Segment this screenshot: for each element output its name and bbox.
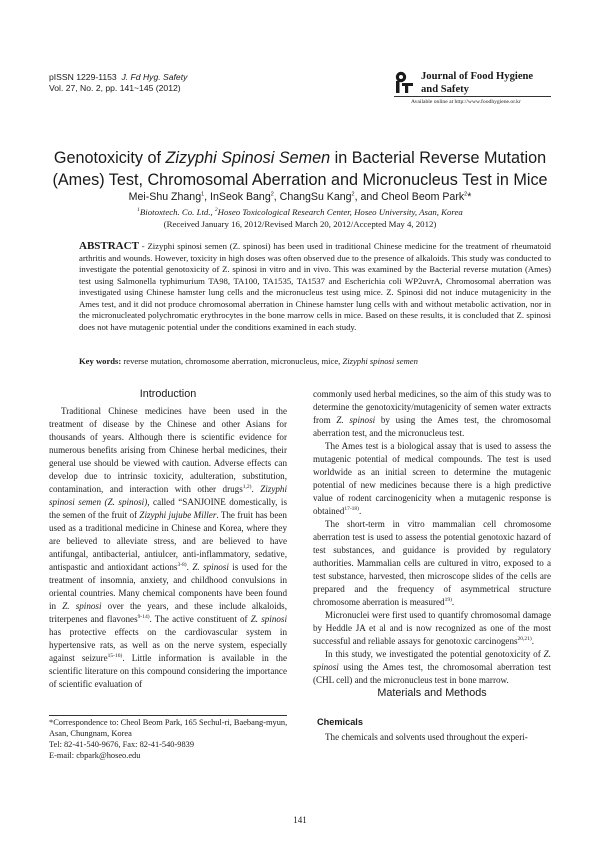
author: Mei-Shu Zhang <box>128 191 202 203</box>
text-run: The Ames test is a biological assay that is used to assess the mutagenic potential of medical compounds. The test is used worldwide as an initial screen to determine the mutagenic potential of new medicines because there is a high predictive value of rodent carcinogenicity when a mutagenic response is obtained <box>313 441 551 516</box>
right-paragraph <box>313 648 551 687</box>
author: Cheol Beom Park <box>381 191 465 203</box>
text-run: commonly used herbal medicines, so the aim of this study was to determine the genotoxicity/mutagenicity of semen water extracts from <box>313 389 551 425</box>
journal-citation <box>49 72 187 94</box>
text-run: In this study, we investigated the potential genotoxicity of <box>325 649 544 659</box>
article-title <box>40 147 560 191</box>
text-run: . Little information is available in the scientific literature on this compound considering the importance of scientific evaluation of <box>49 653 287 689</box>
affil-sup: 1 <box>137 207 140 214</box>
journal-title <box>421 71 533 96</box>
text-run: . The fruit has been used as a traditional medicine in Chinese and Korea, where they are believed to alleviate stress, and are believed to have antifungal, antibacterial, antiulcer, anti-inflammatory, sedative, antispastic and antioxidant actions <box>49 510 287 572</box>
citation: 15-16) <box>107 652 123 659</box>
journal-abbrev: J. Fd Hyg. Safety <box>121 72 188 82</box>
text-run: over the years, and these include alkaloids, triterpenes and flavones <box>49 601 287 624</box>
text-run: . <box>451 597 455 607</box>
title-species: Zizyphi Spinosi Semen <box>165 149 331 167</box>
italic-run: Z. spinosi <box>336 415 376 425</box>
author-sup: 2 <box>464 191 468 198</box>
citation: 1,2) <box>242 483 252 490</box>
author: ChangSu Kang <box>279 191 352 203</box>
right-paragraph <box>313 440 551 518</box>
keywords-label: Key words: <box>79 356 122 366</box>
section-heading-materials-methods: Materials and Methods <box>377 687 487 699</box>
citation: 9-14) <box>137 613 150 620</box>
keywords-text: reverse mutation, chromosome aberration, micronucleus, mice, <box>121 356 343 366</box>
correspondence-footnote <box>49 717 289 761</box>
keywords-italic: Zizyphi spinosi semen <box>342 356 418 366</box>
citation: 20,21) <box>517 635 532 642</box>
citation: 3-8) <box>177 561 187 568</box>
issn: pISSN 1229-1153 <box>49 72 117 82</box>
text-run: . <box>186 562 193 572</box>
author-sep: , <box>273 191 280 203</box>
subheading-chemicals: Chemicals <box>317 717 363 727</box>
abstract-label: ABSTRACT <box>79 240 139 252</box>
italic-run: Zizyphi jujube Miller <box>139 510 217 520</box>
italic-run: Z. spinosi <box>192 562 229 572</box>
author-sup: 2 <box>270 191 274 198</box>
journal-divider <box>394 96 551 97</box>
section-heading-introduction: Introduction <box>139 388 197 400</box>
abstract-text: - Zizyphi spinosi semen (Z. spinosi) has been used in traditional Chinese medicine for the treatment of rheumatoid arthritis and wounds. However, toxicity in high doses was often observed due to the presence of alkaloids. This study was conducted to investigate the potential genotoxicity of Z. spinosi in vitro and in vivo. This was examined by the Bacterial reverse mutation (Ames) test using Salmonella typhimurium TA98, TA100, TA1535, TA1537 and Escherichia coli WP2uvrA, Chromosomal aberration was investigated using Chinese hamster lung cells and the micronucleus test using mice. Z. Spinosi did not induce mutagenicity in the Ames test, and it did not produce chromosomal aberration in Chinese hamster lung cells with and without metabolic activation, nor in the micronucleated polychromatic erythrocytes in the bone marrow cells in mice. Based on these results, it is concluded that Z. spinosi does not have mutagenic potential under the conditions examined in each study. <box>79 241 551 332</box>
chemicals-column <box>313 731 551 744</box>
affil-sup: 2 <box>214 207 218 214</box>
journal-logo-icon <box>394 71 414 93</box>
right-paragraph <box>313 518 551 609</box>
text-run: using the Ames test, the chromosomal aberration test (CHL cell) and the micronucleus test in bone marrow. <box>313 662 551 685</box>
page-number: 141 <box>293 815 307 825</box>
text-run: by using the Ames test, the chromosomal aberration test, and the micronucleus test. <box>313 415 551 438</box>
text-run: , called “SANJOINE domestically, is the semen of the fruit of <box>49 497 288 520</box>
right-paragraph: The chemicals and solvents used throughout the experi- <box>325 732 528 742</box>
title-part: in Bacterial Reverse Mutation <box>330 149 547 167</box>
intro-column <box>49 405 287 691</box>
text-run: . <box>531 636 535 646</box>
right-paragraph <box>313 388 551 440</box>
footnote-email[interactable]: E-mail: cbpark@hoseo.edu <box>49 751 141 760</box>
author-sup: 1 <box>201 191 205 198</box>
italic-run: Z. spinosi <box>250 614 287 624</box>
affiliations <box>40 207 560 217</box>
text-run: Traditional Chinese medicines have been used in the treatment of disease by the Chinese and other Asians for thousands of years. Although there is scientific evidence for numerous benefits arising from Chinese herbal medicines, their general use should be viewed with caution. Adverse effects can develop due to intrinsic toxicity, adulteration, substitution, contamination, and interaction with other drugs <box>49 406 287 494</box>
title-part: Genotoxicity of <box>53 149 166 167</box>
received-dates: (Received January 16, 2012/Revised March 20, 2012/Accepted May 4, 2012) <box>163 219 437 229</box>
text-run: Micronuclei were first used to quantify chromosomal damage by Heddle JA et al and is now recognized as one of the most successful and reliable assays for genotoxic carcinogens <box>313 610 551 646</box>
journal-title-line2: and Safety <box>421 83 469 95</box>
author-list <box>40 191 560 203</box>
italic-run: Z. spinosi <box>62 601 102 611</box>
right-column <box>313 388 551 687</box>
journal-title-line1: Journal of Food Hygiene <box>421 71 534 82</box>
affiliation-1: Biotoxtech. Co. Ltd., <box>139 207 215 217</box>
citation: 19) <box>444 596 452 603</box>
author-sep: , and <box>354 191 382 203</box>
text-run: . The active constituent of <box>149 614 251 624</box>
keywords <box>79 356 551 367</box>
author: InSeok Bang <box>210 191 271 203</box>
italic-run: Zizyphi spinosi semen (Z. spinosi) <box>49 484 287 507</box>
intro-paragraph <box>49 405 287 691</box>
citation: 17-18) <box>344 505 359 512</box>
footnote-line: Tel: 82-41-540-9676, Fax: 82-41-540-9839 <box>49 740 195 749</box>
author-sup: 2 <box>351 191 355 198</box>
affiliation-2: Hoseo Toxicological Research Center, Hoseo University, Asan, Korea <box>217 207 463 217</box>
text-run: has protective effects on the cardiovascular system in hypertensive rats, as well as on the nerve system, especially against seizure <box>49 627 287 663</box>
volume-line: Vol. 27, No. 2, pp. 141~145 (2012) <box>49 83 181 93</box>
right-paragraph <box>313 609 551 648</box>
author-sep: * <box>467 191 472 203</box>
author-sep: , <box>204 191 211 203</box>
text-run: . <box>251 484 261 494</box>
text-run: The short-term in vitro mammalian cell chromosome aberration test is used to assess the potential genotoxic hazard of test substances, and guidance is provided by regulatory authorities. Mammalian cells are cultured in vitro, exposed to a test substance, harvested, then microscope slides of the cells are prepared and the frequency of asymmetrical structure chromosome aberration is measured <box>313 519 551 607</box>
text-run: is used for the treatment of insomnia, anxiety, and childhood convulsions in oriental countries. Many chemical components have been found in <box>49 562 287 611</box>
italic-run: Z. spinosi <box>313 649 551 672</box>
footnote-line: *Correspondence to: Cheol Beom Park, 165 Sechul-ri, Baebang-myun, Asan, Chungnam, Korea <box>49 718 288 738</box>
footnote-divider <box>49 715 287 716</box>
journal-url[interactable]: Available online at http://www.foodhygiene.or.kr <box>411 99 521 105</box>
title-line2: (Ames) Test, Chromosomal Aberration and Micronucleus Test in Mice <box>52 171 548 189</box>
text-run: . <box>359 506 362 516</box>
abstract <box>79 241 551 333</box>
